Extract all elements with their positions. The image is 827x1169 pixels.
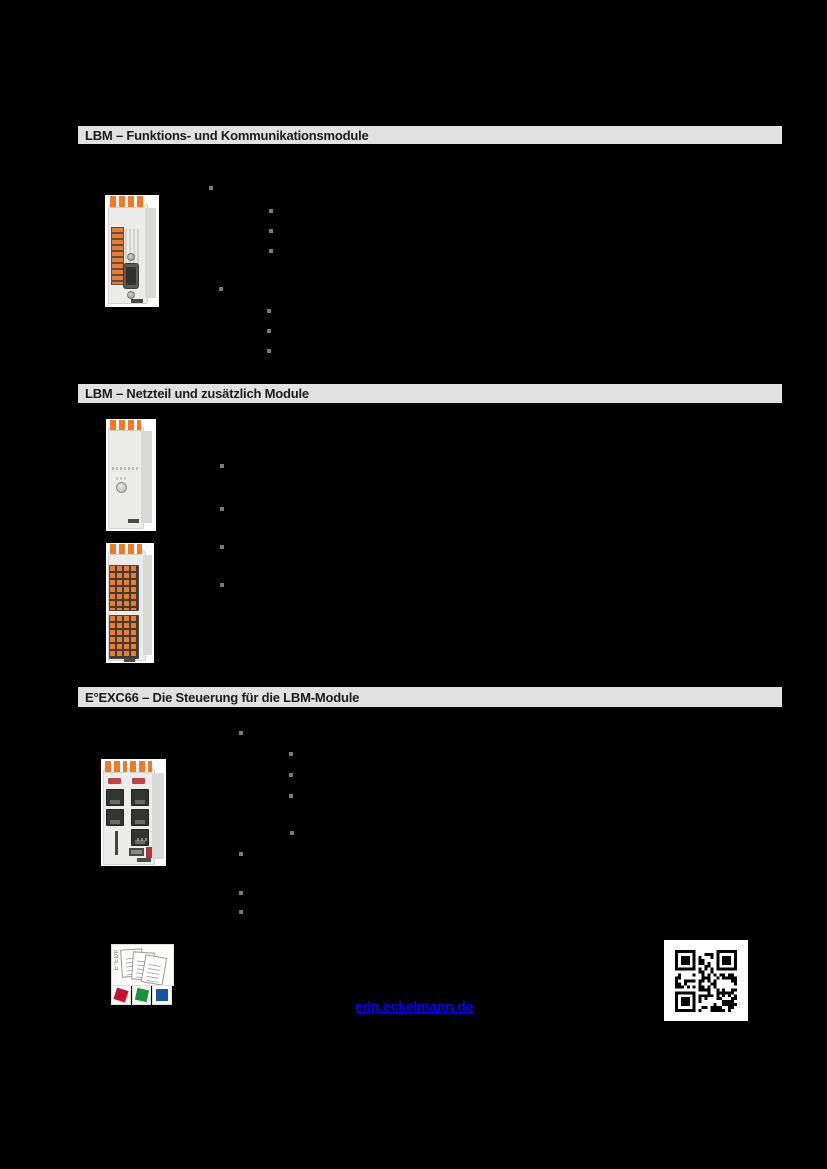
status-leds xyxy=(137,838,147,841)
product-photo-netzteil xyxy=(106,419,156,531)
bullet-marker xyxy=(239,891,243,895)
db9-connector xyxy=(123,263,139,289)
edp-diamond-box xyxy=(111,985,131,1005)
edp-diamond-box xyxy=(152,985,172,1005)
red-label-left xyxy=(108,778,121,784)
brand-label xyxy=(137,858,151,862)
terminal-clamps xyxy=(110,196,145,208)
bullet-marker xyxy=(267,329,271,333)
brand-label xyxy=(131,299,143,303)
edp-diamond-box xyxy=(132,985,152,1005)
vent-row xyxy=(112,467,138,470)
bullet-marker xyxy=(209,186,213,190)
usb-port xyxy=(129,848,144,856)
edp-diamond xyxy=(113,987,128,1002)
rj45-port xyxy=(131,789,149,806)
bullet-marker xyxy=(289,773,293,777)
qr-code-pattern xyxy=(675,950,737,1012)
edp-logo xyxy=(111,944,172,1005)
bullet-marker xyxy=(289,794,293,798)
product-photo-funktionsmodul xyxy=(105,195,159,307)
terminal-clamps xyxy=(110,544,142,555)
bullet-marker xyxy=(267,309,271,313)
brand-label xyxy=(128,519,139,523)
bullet-marker xyxy=(267,349,271,353)
terminal-clamps-left xyxy=(105,761,127,773)
bullet-marker xyxy=(289,752,293,756)
rj45-port xyxy=(131,809,149,826)
bullet-marker xyxy=(239,852,243,856)
screw-top xyxy=(127,253,135,261)
edp-diamond-row xyxy=(111,985,172,1005)
bullet-marker xyxy=(269,249,273,253)
section-title: LBM – Netzteil und zusätzlich Module xyxy=(85,386,309,401)
red-switch xyxy=(146,847,152,858)
red-label-right xyxy=(132,778,145,784)
section-title: E°EXC66 – Die Steuerung für die LBM-Module xyxy=(85,689,360,705)
bullet-marker xyxy=(220,507,224,511)
device-rail xyxy=(143,555,152,655)
product-photo-exc66 xyxy=(101,759,166,866)
screw-bottom xyxy=(127,291,135,299)
product-photo-erweiterungsmodul xyxy=(106,543,154,663)
bullet-marker xyxy=(290,831,294,835)
edp-diamond xyxy=(156,989,168,1001)
bullet-marker xyxy=(239,731,243,735)
section-header-netzteil xyxy=(78,384,782,403)
edp-documents-graphic xyxy=(111,944,174,986)
section-header-exc66 xyxy=(78,687,782,707)
section-title: LBM – Funktions- und Kommunikationsmodule xyxy=(85,127,369,143)
terminal-block-top xyxy=(109,565,139,611)
section-header-funktionsmodule xyxy=(78,126,782,144)
website-link[interactable]: edp.eckelmann.de xyxy=(355,998,474,1014)
bullet-marker xyxy=(219,287,223,291)
qr-code xyxy=(664,940,748,1021)
bullet-marker xyxy=(269,229,273,233)
terminal-clamps xyxy=(110,420,141,431)
bullet-marker xyxy=(239,910,243,914)
edp-diamond xyxy=(135,988,149,1002)
bullet-marker xyxy=(220,583,224,587)
rj45-port xyxy=(106,809,124,826)
bullet-marker xyxy=(269,209,273,213)
adjust-knob xyxy=(116,482,127,493)
label-lines xyxy=(116,477,128,480)
device-rail xyxy=(145,208,156,298)
device-rail xyxy=(152,773,164,859)
bullet-marker xyxy=(220,464,224,468)
terminal-block-bottom xyxy=(109,615,139,659)
rj45-port xyxy=(106,789,124,806)
document-page-icon xyxy=(141,954,168,985)
bullet-marker xyxy=(220,545,224,549)
sd-card-slot xyxy=(115,831,118,855)
device-rail xyxy=(141,431,152,523)
brand-label xyxy=(124,658,135,662)
terminal-clamps-right xyxy=(130,761,152,773)
edp-logo-label: E°EDP xyxy=(114,949,120,971)
